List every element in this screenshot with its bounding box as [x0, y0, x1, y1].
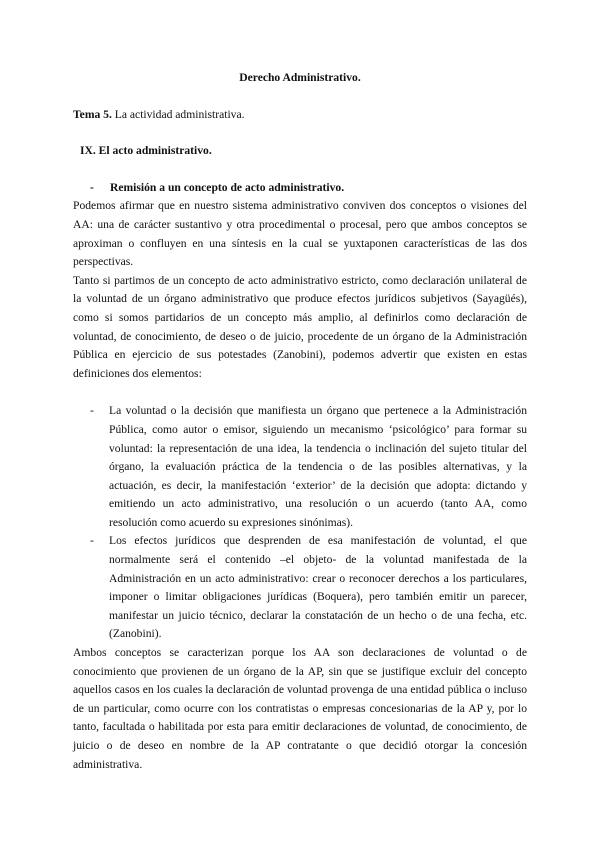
subsection-marker: - [90, 180, 94, 194]
list-marker: - [90, 534, 94, 548]
subsection-text: Remisión a un concepto de acto administrativo. [110, 180, 345, 194]
tema-label: Tema 5. [73, 107, 112, 121]
paragraph-3: Ambos conceptos se caracterizan porque los AA son declaraciones de voluntad o de conocimiento que provienen de un órgano de la AP, sin que se justifique excluir del concepto aquellos casos en los cuales la declaración de voluntad provenga de una entidad pública o incluso de un particular, como ocurre con los contratistas o empresas concesionarias de la AP y, por lo tanto, facultada o habilitada por esta para emitir declaraciones de voluntad, de conocimiento, de juicio o de deseo en nombre de la AP contratante o que decidió otorgar la concesión administrativa. [73, 646, 527, 771]
subsection-heading [90, 179, 527, 198]
section-heading: IX. El acto administrativo. [80, 144, 212, 158]
tema-text: La actividad administrativa. [111, 107, 245, 121]
list-item [90, 532, 527, 644]
paragraph-2: Tanto si partimos de un concepto de acto administrativo estricto, como declaración unilateral de la voluntad de un órgano administrativo que produce efectos jurídicos subjetivos (Sayagüés), como si somos partidarios de un concepto más amplio, al definirlos como declaración de voluntad, de conocimiento, de deseo o de juicio, procedente de un órgano de la Administración Pública en ejercicio de sus potestades (Zanobini), podemos advertir que existen en estas definiciones dos elementos: [73, 273, 527, 380]
paragraph-1: Podemos afirmar que en nuestro sistema administrativo conviven dos conceptos o visiones del AA: una de carácter sustantivo y otra procedimental o procesal, pero que ambos conceptos se aproximan o confluyen en una síntesis en la cual se yuxtaponen características de las dos perspectivas. [73, 199, 527, 269]
list-marker: - [90, 404, 94, 418]
elements-list [90, 402, 527, 644]
list-item [90, 402, 527, 532]
list-item-text: La voluntad o la decisión que manifiesta un órgano que pertenece a la Administración Pública, como autor o emisor, siguiendo un mecanismo ‘psicológico’ para formar su voluntad: la representación de una idea, la tendencia o inclinación del sujeto titular del órgano, la evaluación práctica de la tendencia o de las posibles alternativas, y la actuación, es decir, la manifestación ‘exterior’ de la decisión que adopta: dictando y emitiendo un acto administrativo, una resolución o un acuerdo (tanto AA, como resolución como acuerdo su expresiones sinónimas). [109, 404, 527, 529]
list-item-text: Los efectos jurídicos que desprenden de esa manifestación de voluntad, el que normalmente será el contenido –el objeto- de la voluntad manifestada de la Administración en un acto administrativo: crear o reconocer derechos a los particulares, imponer o limitar obligaciones jurídicas (Boquera), pero también emitir un parecer, manifestar un juicio técnico, declarar la constatación de un hecho o de una fecha, etc. (Zanobini). [109, 534, 527, 641]
tema-heading [73, 106, 527, 125]
document-page [73, 69, 527, 774]
document-title: Derecho Administrativo. [239, 71, 361, 84]
